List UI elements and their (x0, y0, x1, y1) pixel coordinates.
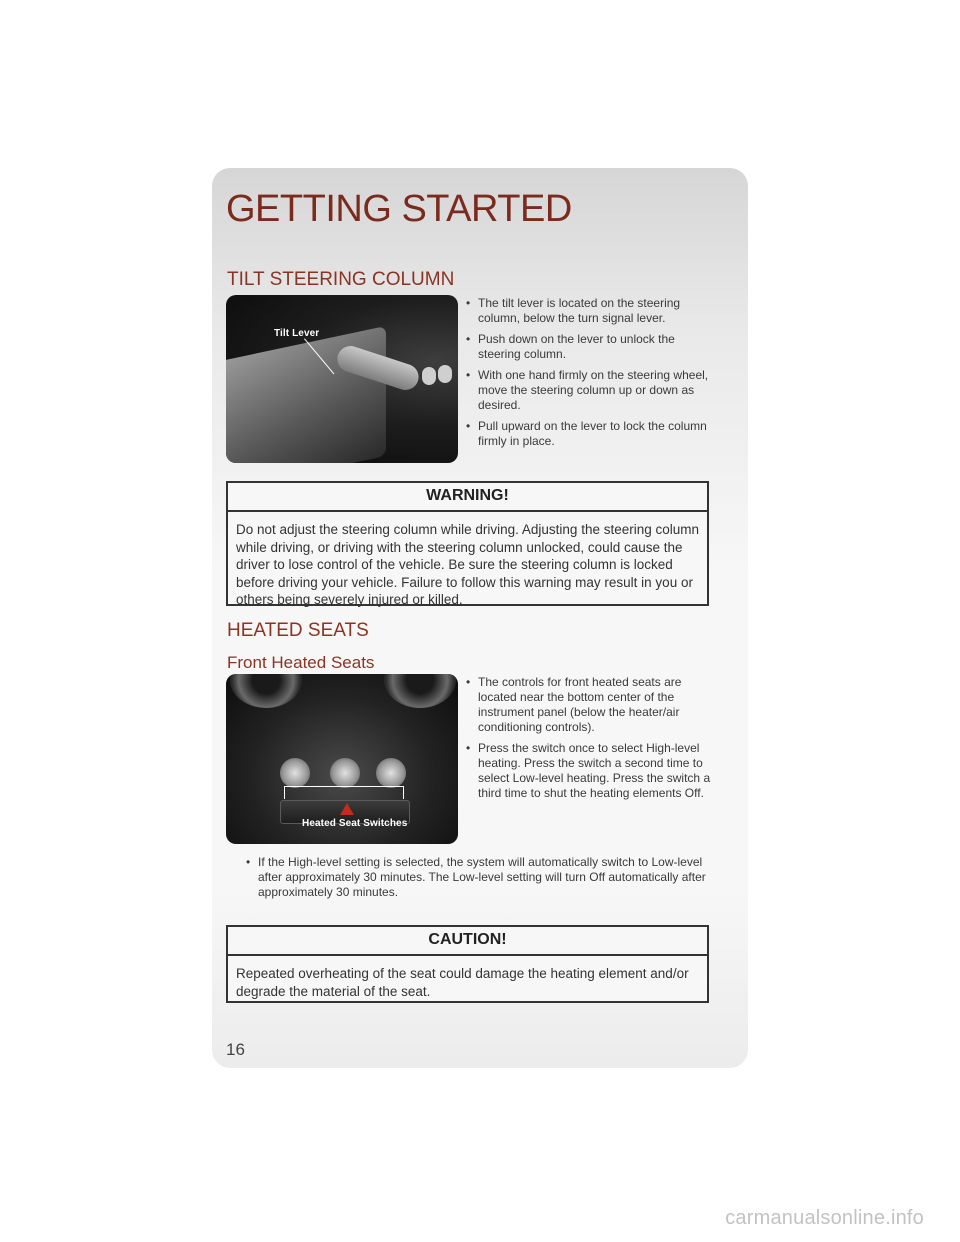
heated-seat-switches-label: Heated Seat Switches (302, 818, 408, 829)
label-bracket (284, 786, 404, 799)
tilt-lever-label: Tilt Lever (274, 328, 320, 339)
list-item: • Pull upward on the lever to lock the column firmly in place. (466, 419, 711, 449)
hazard-icon (340, 803, 354, 815)
dash-knob (422, 367, 436, 385)
heated-extra-bullet-list (246, 855, 716, 906)
tilt-steering-heading: TILT STEERING COLUMN (227, 269, 455, 290)
climate-dial (280, 758, 310, 788)
heated-seats-heading: HEATED SEATS (227, 620, 369, 641)
page-title: GETTING STARTED (226, 188, 572, 230)
caution-box (226, 925, 709, 1003)
heated-bullet-list (466, 675, 711, 807)
front-heated-seats-subheading: Front Heated Seats (227, 653, 375, 672)
warning-text: Do not adjust the steering column while driving. Adjusting the steering column while driving, or driving with the steering column unlocked, could cause the driver to lose control of the vehicle. Be sure the steering column is locked before driving your vehicle. Failure to follow this warning may result in you or others being severely injured or killed. (236, 522, 700, 607)
page-number: 16 (226, 1040, 245, 1059)
list-item: • Press the switch once to select High-level heating. Press the switch a second time to select Low-level heating. Press the switch a third time to shut the heating elements Off. (466, 741, 711, 801)
air-vent (384, 674, 456, 708)
steering-column-shape (226, 326, 386, 463)
climate-dial (330, 758, 360, 788)
list-item: • The tilt lever is located on the steering column, below the turn signal lever. (466, 296, 711, 326)
dash-knob (438, 365, 452, 383)
caution-title: CAUTION! (228, 927, 707, 956)
warning-box (226, 481, 709, 606)
warning-title: WARNING! (228, 483, 707, 512)
list-item: • Push down on the lever to unlock the steering column. (466, 332, 711, 362)
heated-seat-switches-photo (226, 674, 458, 844)
air-vent (230, 674, 302, 708)
climate-dial (376, 758, 406, 788)
tilt-lever-photo (226, 295, 458, 463)
list-item: • The controls for front heated seats are located near the bottom center of the instrument panel (below the heater/air conditioning controls). (466, 675, 711, 735)
watermark: carmanualsonline.info (725, 1207, 924, 1229)
tilt-bullet-list (466, 296, 711, 455)
list-item: • With one hand firmly on the steering wheel, move the steering column up or down as desired. (466, 368, 711, 413)
list-item: • If the High-level setting is selected, the system will automatically switch to Low-level after approximately 30 minutes. The Low-level setting will turn Off automatically after approximately 30 minutes. (246, 855, 716, 900)
caution-text: Repeated overheating of the seat could damage the heating element and/or degrade the material of the seat. (236, 966, 689, 999)
